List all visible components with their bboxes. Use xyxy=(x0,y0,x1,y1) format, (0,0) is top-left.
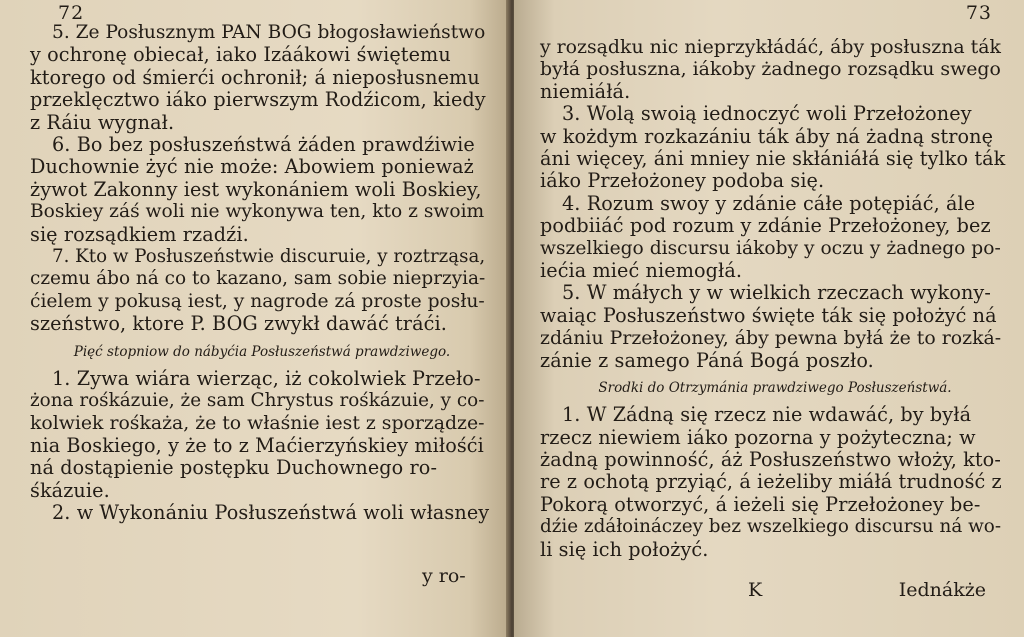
text-line: zdániu Przełożoney, áby pewna byłá że to rozká- xyxy=(540,327,1002,350)
left-page xyxy=(0,0,510,637)
text-line: 2. w Wykonániu Posłuszeństwá woli własney xyxy=(52,501,490,525)
text-line: y rozsądku nic nieprzykłádáć, áby posłuszna ták xyxy=(540,36,1001,58)
right-body xyxy=(540,36,1010,561)
text-line: 7. Kto w Posłuszeństwie discuruie, y roztrząsa, xyxy=(52,246,486,268)
text-line: podbiiáć pod rozum y zdánie Przełożoney, bez xyxy=(540,214,991,238)
page-number-right: 73 xyxy=(965,2,992,24)
text-line: szeństwo, ktore P. BOG zwykł dawáć tráći. xyxy=(30,312,447,336)
text-line: niemiáłá. xyxy=(540,79,631,103)
page-number-left: 72 xyxy=(58,2,85,24)
text-line: iáko Przełożoney podoba się. xyxy=(540,169,825,193)
text-line: rzecz niewiem iáko pozorna y pożyteczna; w xyxy=(540,425,976,449)
text-line: żadną powinność, áż Posłuszeństwo włoży, kto- xyxy=(540,447,1001,471)
text-line: się rozsądkiem rzadźi. xyxy=(30,222,249,246)
text-line: 3. Wolą swoią iednoczyć woli Przełożoney xyxy=(562,102,972,126)
text-line: re z ochotą przyiąć, á ieżeliby miáłá trudność z xyxy=(540,470,1002,494)
text-line: iećia mieć niemogłá. xyxy=(540,259,743,283)
text-line: li się ich położyć. xyxy=(540,537,709,561)
text-line: 1. W Zádną się rzecz nie wdawáć, by byłá xyxy=(562,403,972,427)
text-line: śkázuie. xyxy=(30,478,110,502)
text-line: ktorego od śmierći ochronił; á nieposłusnemu xyxy=(30,65,480,89)
text-line: Boskiey záś woli nie wykonywa ten, kto z swoim xyxy=(30,201,485,223)
text-line: 4. Rozum swoy y zdánie cáłe potępiáć, ále xyxy=(562,191,976,215)
text-line: 1. Zywa wiára wierząc, iż cokolwiek Przeło- xyxy=(52,366,481,390)
left-body xyxy=(30,22,494,525)
text-line: waiąc Posłuszeństwo święte ták się położyć ná xyxy=(540,303,997,327)
text-line: z Ráiu wygnał. xyxy=(30,110,175,134)
text-line: 6. Bo bez posłuszeństwá żáden prawdźiwie xyxy=(52,133,475,157)
text-line: w kożdym rozkazániu ták áby ná żadną stronę xyxy=(540,124,994,148)
text-line: áni więcey, áni mniey nie skłániáłá się tylko ták xyxy=(540,147,1006,171)
text-line: ná dostąpienie postępku Duchownego ro- xyxy=(30,456,438,480)
catchword-right: Iednákże xyxy=(898,579,986,601)
section-heading-right: Srodki do Otrzymánia prawdziwego Posłuszeństwá. xyxy=(598,380,952,397)
text-line: byłá posłuszna, iákoby żadnego rozsądku swego xyxy=(540,58,1001,81)
catchword-left: y ro- xyxy=(422,565,466,587)
text-line: czemu ábo ná co to kazano, sam sobie nieprzyia- xyxy=(30,268,486,290)
text-line: Pokorą otworzyć, á ieżeli się Przełożoney be- xyxy=(540,492,981,516)
text-line: Duchownie żyć nie może: Abowiem ponieważ xyxy=(30,155,474,179)
text-line: kolwiek rośkaża, że to właśnie iest z sporządze- xyxy=(30,412,485,434)
text-line: przeklęcztwo iáko pierwszym Rodźicom, kiedy xyxy=(30,88,486,112)
text-line: dźie zdáłoináczey bez wszelkiego discursu ná wo- xyxy=(540,516,1002,538)
text-line: zánie z samego Páná Bogá poszło. xyxy=(540,348,874,372)
text-line: 5. Ze Posłusznym PAN BOG błogosławieństwo xyxy=(52,22,486,43)
signature-mark: K xyxy=(748,579,763,601)
text-line: y ochronę obiecał, iako Izáákowi świętemu xyxy=(30,43,451,67)
text-line: nia Boskiego, y że to z Maćierzyńskiey miłośći xyxy=(30,433,484,457)
text-line: wszelkiego discursu iákoby y oczu y żadnego po- xyxy=(540,237,1001,259)
section-heading-left: Pięć stopniow do nábyćia Posłuszeństwá prawdziwego. xyxy=(73,343,451,360)
text-line: ćielem y pokusą iest, y nagrode zá proste posłu- xyxy=(30,290,485,312)
text-line: żywot Zakonny iest wykonániem woli Boskiey, xyxy=(30,177,482,201)
text-line: żona rośkázuie, że sam Chrystus rośkázuie, y co- xyxy=(30,390,485,412)
text-line: 5. W máłych y w wielkich rzeczach wykony- xyxy=(562,281,991,305)
right-page xyxy=(514,0,1024,637)
